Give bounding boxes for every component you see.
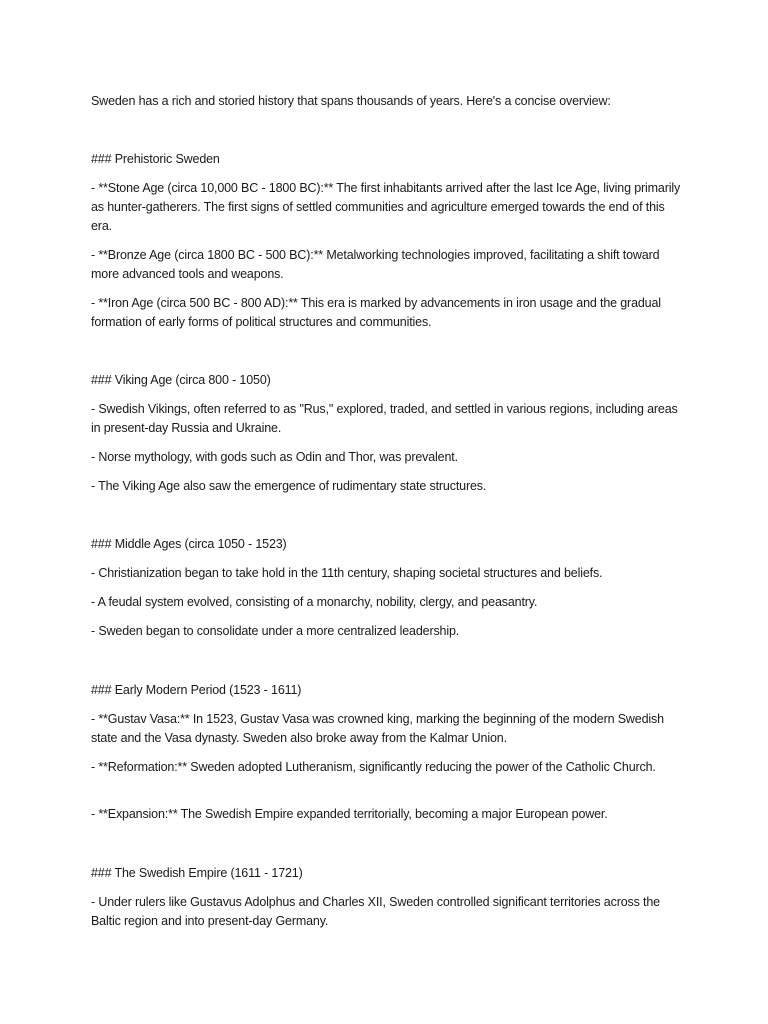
- list-item-state-structures: - The Viking Age also saw the emergence of rudimentary state structures.: [91, 479, 487, 493]
- list-item-swedish-vikings: - Swedish Vikings, often referred to as "Rus," explored, traded, and settled in various regions, including areas in present-day Russia and Ukraine.: [91, 402, 678, 435]
- list-item-iron-age: - **Iron Age (circa 500 BC - 800 AD):** This era is marked by advancements in iron usage and the gradual formation of early forms of political structures and communities.: [91, 296, 661, 329]
- list-item-norse-mythology: - Norse mythology, with gods such as Odin and Thor, was prevalent.: [91, 450, 458, 464]
- list-item-reformation: - **Reformation:** Sweden adopted Lutheranism, significantly reducing the power of the Catholic Church.: [91, 760, 656, 774]
- list-item-gustavus-adolphus: - Under rulers like Gustavus Adolphus and Charles XII, Sweden controlled significant territories across the Baltic region and into present-day Germany.: [91, 895, 660, 928]
- section-heading-swedish-empire: ### The Swedish Empire (1611 - 1721): [91, 866, 303, 880]
- section-heading-viking: ### Viking Age (circa 800 - 1050): [91, 373, 271, 387]
- list-item-bronze-age: - **Bronze Age (circa 1800 BC - 500 BC):** Metalworking technologies improved, facilitating a shift toward more advanced tools and weapons.: [91, 248, 660, 281]
- list-item-stone-age: - **Stone Age (circa 10,000 BC - 1800 BC):** The first inhabitants arrived after the last Ice Age, living primarily as hunter-gatherers. The first signs of settled communities and agriculture emerged towards the end of this era.: [91, 181, 681, 233]
- list-item-expansion: - **Expansion:** The Swedish Empire expanded territorially, becoming a major European power.: [91, 807, 608, 821]
- intro-paragraph: Sweden has a rich and storied history that spans thousands of years. Here's a concise overview:: [91, 94, 611, 108]
- list-item-feudal-system: - A feudal system evolved, consisting of a monarchy, nobility, clergy, and peasantry.: [91, 595, 538, 609]
- list-item-christianization: - Christianization began to take hold in the 11th century, shaping societal structures and beliefs.: [91, 566, 603, 580]
- list-item-consolidation: - Sweden began to consolidate under a more centralized leadership.: [91, 624, 460, 638]
- section-heading-middle-ages: ### Middle Ages (circa 1050 - 1523): [91, 537, 287, 551]
- section-heading-early-modern: ### Early Modern Period (1523 - 1611): [91, 683, 302, 697]
- section-heading-prehistoric: ### Prehistoric Sweden: [91, 152, 220, 166]
- list-item-gustav-vasa: - **Gustav Vasa:** In 1523, Gustav Vasa was crowned king, marking the beginning of the modern Swedish state and the Vasa dynasty. Sweden also broke away from the Kalmar Union.: [91, 712, 664, 745]
